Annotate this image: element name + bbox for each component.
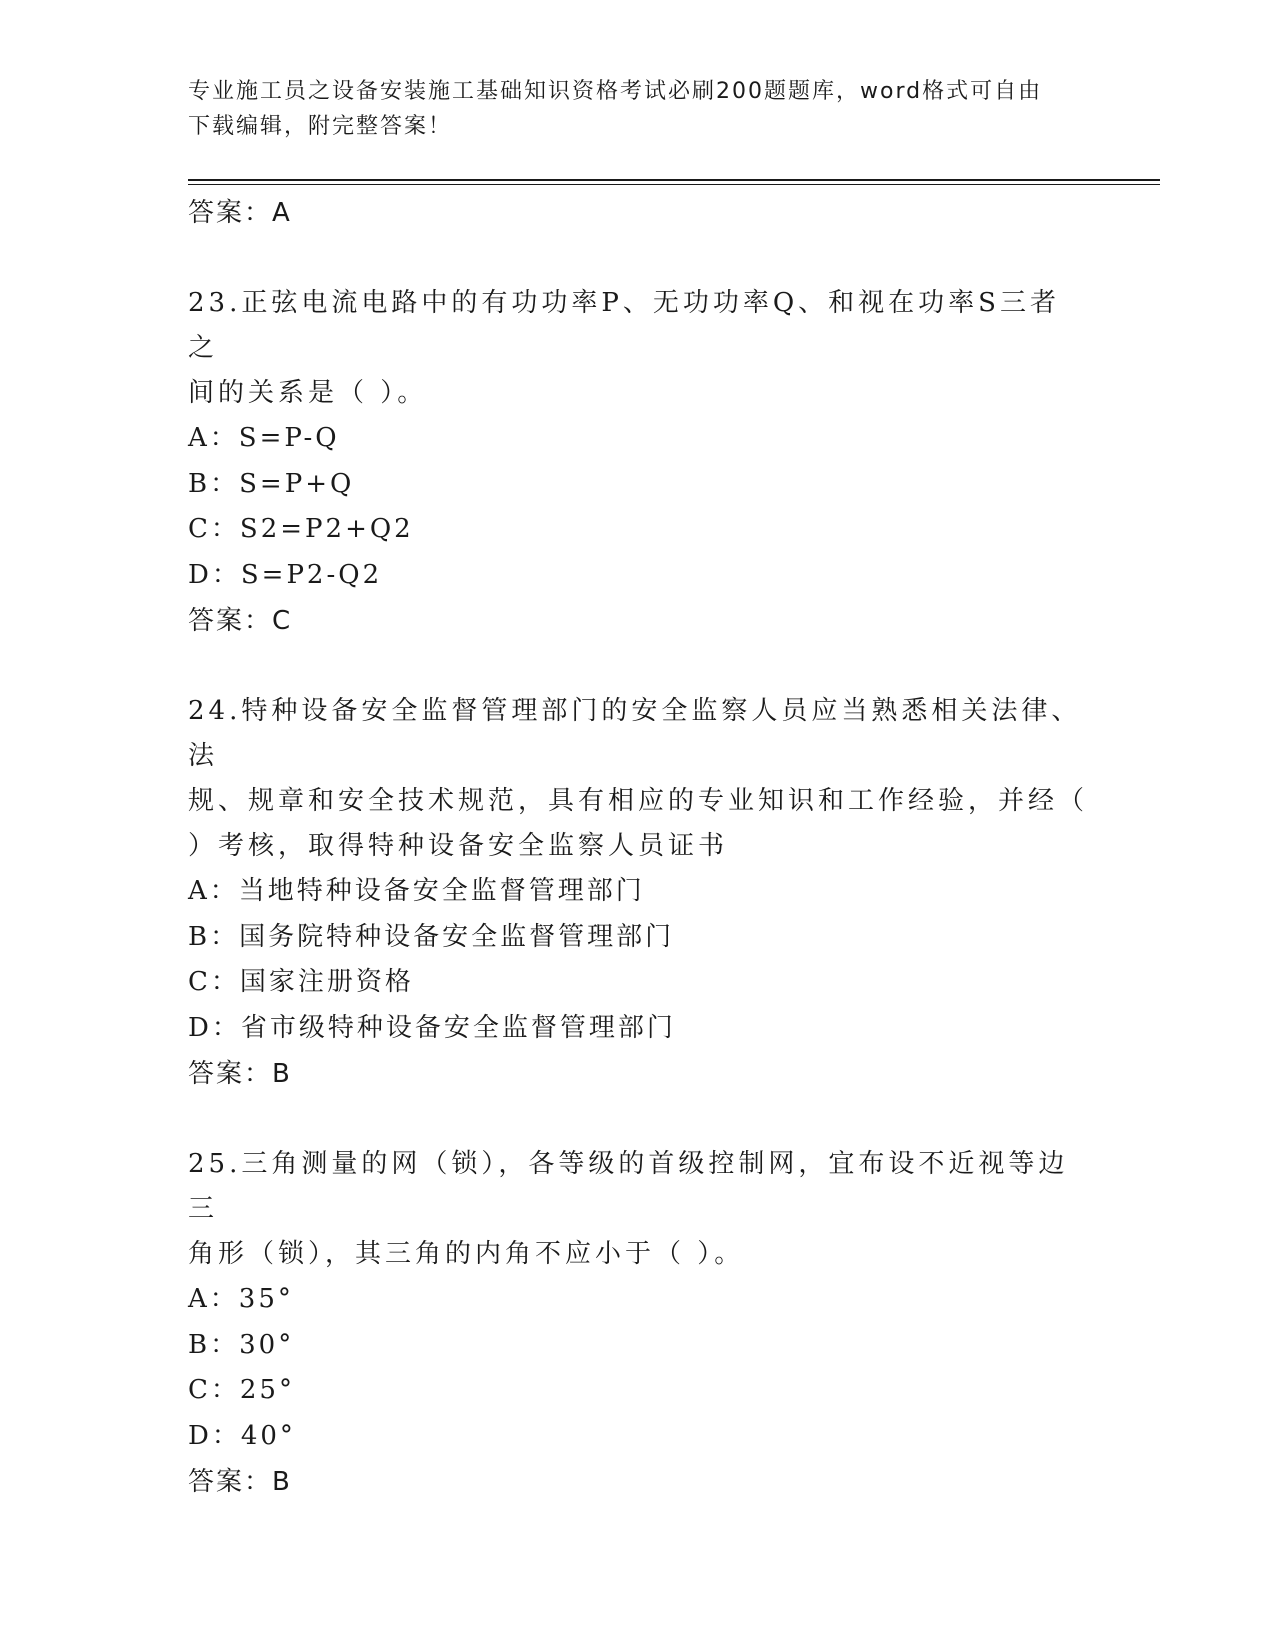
question-24 (188, 689, 1088, 1097)
question-25 (188, 1142, 1088, 1505)
answer: 答案：B (188, 1467, 292, 1497)
option-c: C：25° (188, 1375, 295, 1405)
option-b: B：国务院特种设备安全监督管理部门 (188, 921, 675, 952)
option-a: A：S=P-Q (188, 423, 340, 453)
header-rule-thin (188, 184, 1160, 185)
question-line: 间的关系是（ ）。 (188, 378, 428, 408)
option-a: A：当地特种设备安全监督管理部门 (188, 876, 645, 906)
question-list (188, 190, 1088, 1505)
question-text (188, 1142, 1088, 1277)
question-line: 规、规章和安全技术规范，具有相应的专业知识和工作经验，并经（ (188, 786, 1089, 816)
question-line: 24.特种设备安全监督管理部门的安全监察人员应当熟悉相关法律、法 (188, 696, 1082, 771)
header-line-2: 下载编辑，附完整答案！ (188, 114, 453, 139)
question-line: 23.正弦电流电路中的有功功率P、无功功率Q、和视在功率S三者之 (188, 288, 1060, 363)
question-23 (188, 281, 1088, 644)
option-c: C：S2=P2+Q2 (188, 514, 414, 544)
answer: 答案：B (188, 1059, 292, 1089)
header-rule-thick (188, 179, 1160, 181)
header-line-1: 专业施工员之设备安装施工基础知识资格考试必刷200题题库，word格式可自由 (188, 79, 1043, 104)
question-line: 角形（锁），其三角的内角不应小于（ ）。 (188, 1239, 745, 1269)
option-b: B：30° (188, 1329, 295, 1360)
option-d: D：40° (188, 1420, 296, 1451)
option-d: D：S=P2-Q2 (188, 559, 383, 590)
answer: 答案：C (188, 606, 293, 636)
option-c: C：国家注册资格 (188, 967, 414, 997)
previous-answer: 答案：A (188, 198, 292, 228)
question-line: ）考核，取得特种设备安全监察人员证书 (188, 831, 729, 861)
option-b: B：S=P+Q (188, 468, 355, 499)
option-a: A：35° (188, 1284, 294, 1314)
question-text (188, 689, 1088, 869)
option-d: D：省市级特种设备安全监督管理部门 (188, 1012, 676, 1043)
question-text (188, 281, 1088, 416)
document-header (188, 74, 1068, 144)
question-line: 25.三角测量的网（锁），各等级的首级控制网，宜布设不近视等边三 (188, 1149, 1069, 1224)
